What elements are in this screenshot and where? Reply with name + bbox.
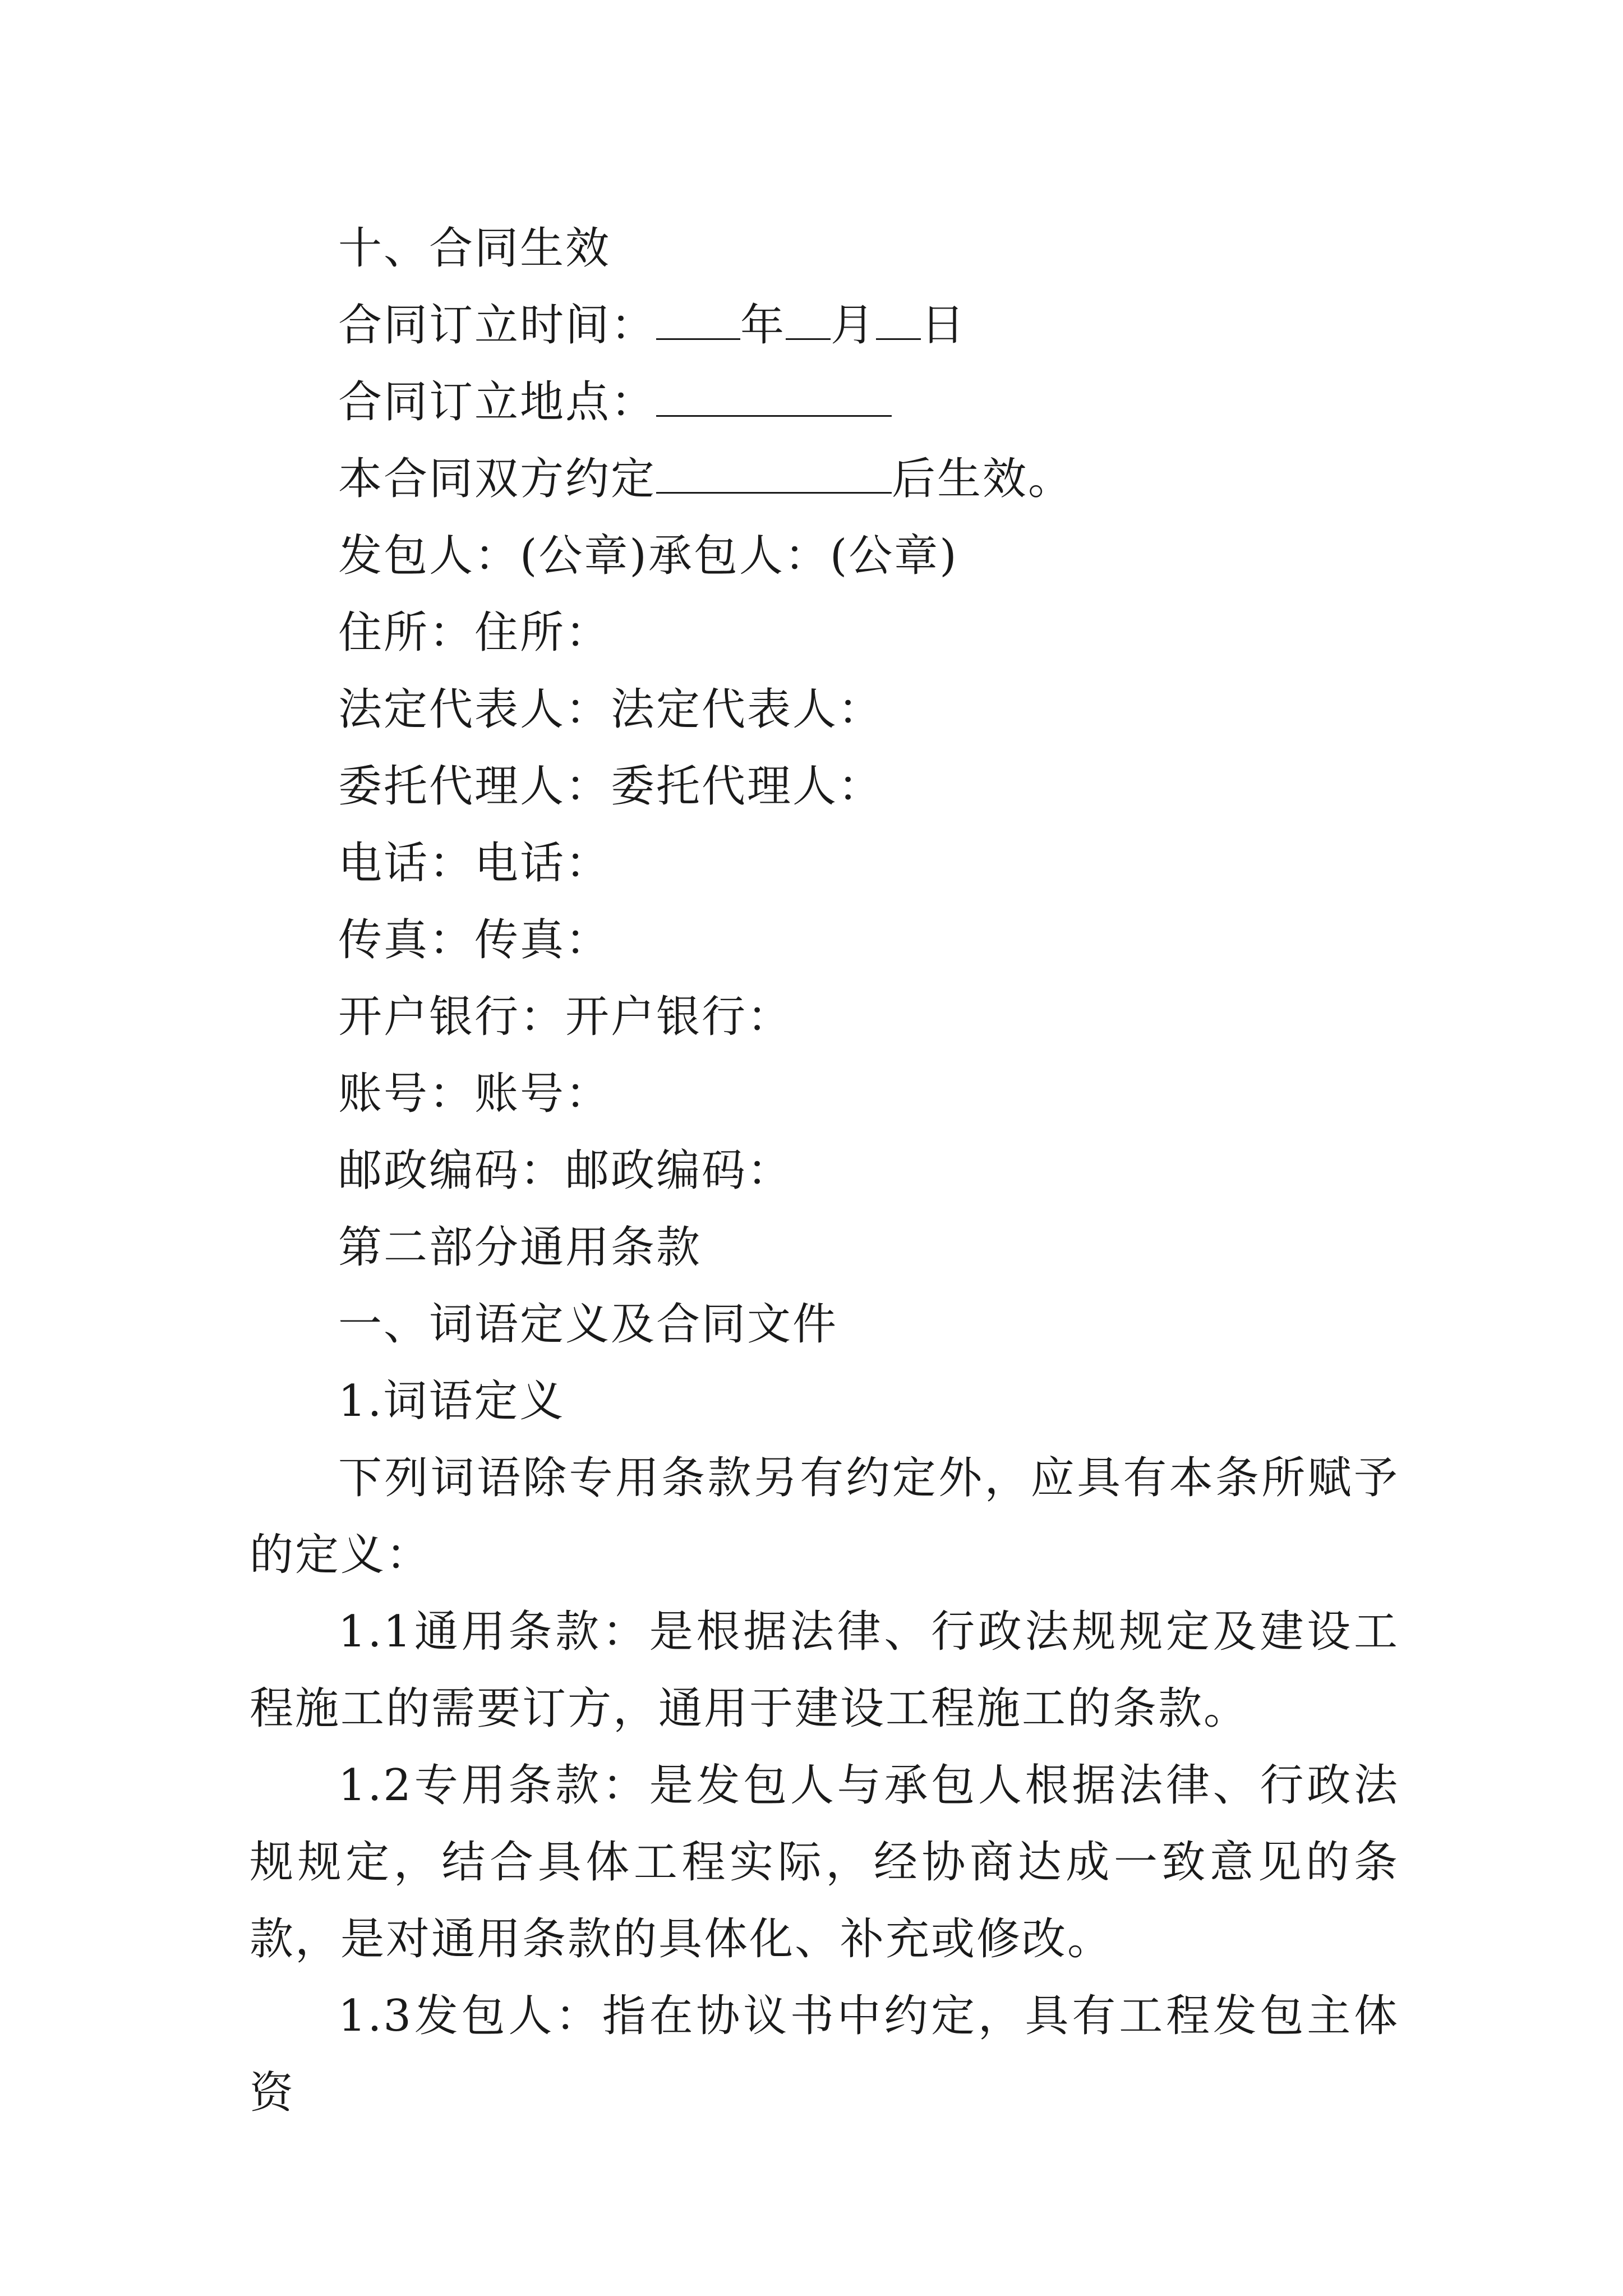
effect-blank (656, 453, 892, 494)
year-blank (656, 299, 740, 340)
month-unit: 月 (831, 300, 877, 351)
section-title-effect: 十、合同生效 (338, 223, 611, 274)
address-line: 住所：住所： (338, 608, 611, 658)
definition-1-1: 1.1通用条款：是根据法律、行政法规规定及建设工程施工的需要订方，通用于建设工程施工的条款。 (250, 1607, 1399, 1734)
month-blank (786, 299, 831, 340)
legal-rep-line: 法定代表人：法定代表人： (338, 684, 884, 735)
fax-line: 传真：传真： (338, 915, 611, 965)
document-body (250, 210, 1399, 2132)
day-blank (876, 299, 921, 340)
definition-title: 1.词语定义 (338, 1376, 565, 1427)
year-unit: 年 (740, 300, 786, 351)
definition-1-3: 1.3发包人：指在协议书中约定，具有工程发包主体资 (250, 1991, 1399, 2118)
part-two-title: 第二部分通用条款 (338, 1222, 702, 1273)
bank-line: 开户银行：开户银行： (338, 992, 793, 1042)
party-seal-line: 发包人：(公章)承包人：(公章) (338, 531, 958, 581)
section-one-title: 一、词语定义及合同文件 (338, 1299, 838, 1350)
sign-place-label: 合同订立地点： (338, 377, 657, 427)
effect-line (250, 441, 1399, 518)
place-blank (656, 376, 892, 417)
account-line: 账号：账号： (338, 1069, 611, 1119)
sign-time-line (250, 287, 1399, 364)
day-unit: 日 (921, 300, 967, 351)
sign-place-line (250, 364, 1399, 441)
postcode-line: 邮政编码：邮政编码： (338, 1145, 793, 1196)
effect-after: 后生效。 (892, 454, 1074, 504)
definition-1-2: 1.2专用条款：是发包人与承包人根据法律、行政法规规定，结合具体工程实际，经协商达成一致意见的条款，是对通用条款的具体化、补充或修改。 (250, 1760, 1399, 1964)
definition-intro: 下列词语除专用条款另有约定外，应具有本条所赋予的定义： (250, 1453, 1399, 1580)
phone-line: 电话：电话： (338, 838, 611, 889)
agent-line: 委托代理人：委托代理人： (338, 761, 884, 812)
sign-time-label: 合同订立时间： (338, 300, 657, 351)
effect-before: 本合同双方约定 (338, 454, 657, 504)
